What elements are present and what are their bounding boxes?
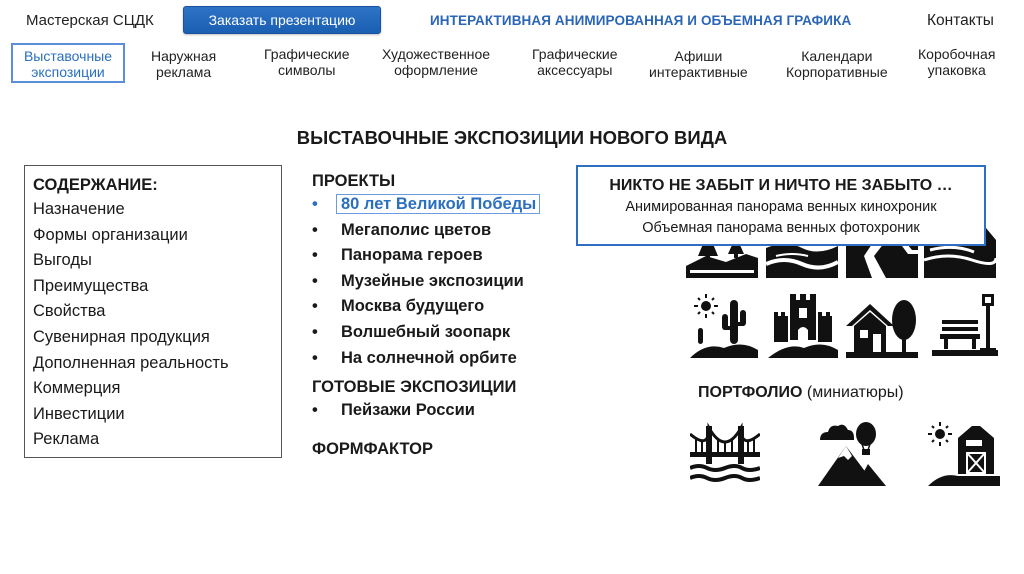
project-item-flowers[interactable] <box>312 218 540 244</box>
category-label: Графические <box>532 46 618 62</box>
ready-heading: ГОТОВЫЕ ЭКСПОЗИЦИИ <box>312 378 517 397</box>
bullet: • <box>312 195 318 213</box>
formfactor-heading[interactable]: ФОРМФАКТОР <box>312 439 434 458</box>
category-label: аксессуары <box>537 62 613 78</box>
category-label: оформление <box>394 62 478 78</box>
bullet: • <box>312 297 318 316</box>
contents-item-ar[interactable]: Дополненная реальность <box>33 353 229 372</box>
category-label: интерактивные <box>649 64 748 80</box>
bullet: • <box>312 271 318 290</box>
category-graphic-symbols[interactable] <box>264 46 350 78</box>
project-item-orbit[interactable] <box>312 346 540 372</box>
bullet: • <box>312 246 318 265</box>
portfolio-sub: (миниатюры) <box>806 384 904 401</box>
category-box-packaging[interactable] <box>918 46 995 78</box>
contents-heading: СОДЕРЖАНИЕ: <box>33 176 158 194</box>
project-label: Панорама героев <box>341 246 483 265</box>
category-label: Корпоративные <box>786 64 888 80</box>
category-label: упаковка <box>927 62 986 78</box>
contents-item-benefits[interactable]: Выгоды <box>33 251 92 270</box>
projects-column <box>312 170 540 460</box>
portfolio-heading[interactable] <box>698 383 904 403</box>
bullet: • <box>312 348 318 367</box>
bullet: • <box>312 322 318 341</box>
category-graphic-accessories[interactable] <box>532 46 618 78</box>
category-label: Наружная <box>151 48 217 64</box>
contents-item-forms[interactable]: Формы организации <box>33 225 188 244</box>
contents-item-commerce[interactable]: Коммерция <box>33 379 121 398</box>
mountain-balloon-icon[interactable] <box>818 418 886 486</box>
category-art-design[interactable] <box>382 46 490 78</box>
project-label: Музейные экспозиции <box>341 271 524 290</box>
project-item-zoo[interactable] <box>312 320 540 346</box>
category-label: экспозиции <box>31 63 105 80</box>
project-item-victory[interactable] <box>312 192 540 218</box>
brand-link[interactable]: Мастерская СЦДК <box>26 12 154 29</box>
category-label: символы <box>278 62 336 78</box>
ready-label: Пейзажи России <box>341 401 475 420</box>
graphics-heading-link[interactable]: ИНТЕРАКТИВНАЯ АНИМИРОВАННАЯ И ОБЪЕМНАЯ ГРАФИКА <box>430 13 852 28</box>
projects-heading: ПРОЕКТЫ <box>312 172 396 190</box>
category-label: Коробочная <box>918 46 996 62</box>
project-label: Волшебный зоопарк <box>341 322 511 341</box>
contents-item-souvenirs[interactable]: Сувенирная продукция <box>33 327 210 346</box>
barn-icon[interactable] <box>928 420 1000 486</box>
contents-item-advantages[interactable]: Преимущества <box>33 276 149 295</box>
category-corporate-calendars[interactable] <box>786 48 888 80</box>
contents-item-purpose[interactable]: Назначение <box>33 200 125 218</box>
desert-cactus-icon[interactable] <box>690 292 758 358</box>
project-item-heroes[interactable] <box>312 243 540 269</box>
portfolio-label: ПОРТФОЛИО <box>698 384 803 401</box>
bullet: • <box>312 401 318 420</box>
contents-item-properties[interactable]: Свойства <box>33 302 106 321</box>
contents-item-advertising[interactable]: Реклама <box>33 430 100 449</box>
bridge-icon[interactable] <box>690 422 760 486</box>
category-label: Выставочные <box>23 47 113 64</box>
bullet: • <box>312 220 318 239</box>
ready-item-landscapes[interactable] <box>312 398 540 424</box>
category-label: Календари <box>801 48 873 64</box>
contacts-link[interactable]: Контакты <box>927 12 994 29</box>
quote-line-animated: Анимированная панорама венных кинохроник <box>625 199 937 215</box>
park-bench-icon[interactable] <box>930 290 1000 358</box>
quote-heading: НИКТО НЕ ЗАБЫТ И НИЧТО НЕ ЗАБЫТО … <box>609 177 953 194</box>
contents-item-investments[interactable]: Инвестиции <box>33 404 125 423</box>
category-label: Художественное <box>382 46 491 62</box>
category-label: Афиши <box>674 48 723 64</box>
category-interactive-posters[interactable] <box>649 48 748 80</box>
project-label: На солнечной орбите <box>341 348 517 367</box>
category-exhibitions[interactable] <box>11 43 125 83</box>
category-label: Графические <box>264 46 350 62</box>
category-outdoor-ads[interactable] <box>151 48 216 80</box>
quote-panel[interactable] <box>576 165 986 246</box>
project-label: Мегаполис цветов <box>341 220 492 239</box>
contents-panel <box>24 165 282 458</box>
house-tree-icon[interactable] <box>846 298 918 358</box>
project-label: 80 лет Великой Победы <box>336 194 540 214</box>
project-label: Москва будущего <box>341 297 485 316</box>
quote-line-volumetric: Объемная панорама венных фотохроник <box>642 220 920 236</box>
project-item-moscow[interactable] <box>312 294 540 320</box>
page-title: ВЫСТАВОЧНЫЕ ЭКСПОЗИЦИИ НОВОГО ВИДА <box>296 127 728 148</box>
project-item-museum[interactable] <box>312 269 540 295</box>
order-presentation-button[interactable]: Заказать презентацию <box>183 6 381 34</box>
castle-icon[interactable] <box>768 290 838 358</box>
category-label: реклама <box>155 64 212 80</box>
